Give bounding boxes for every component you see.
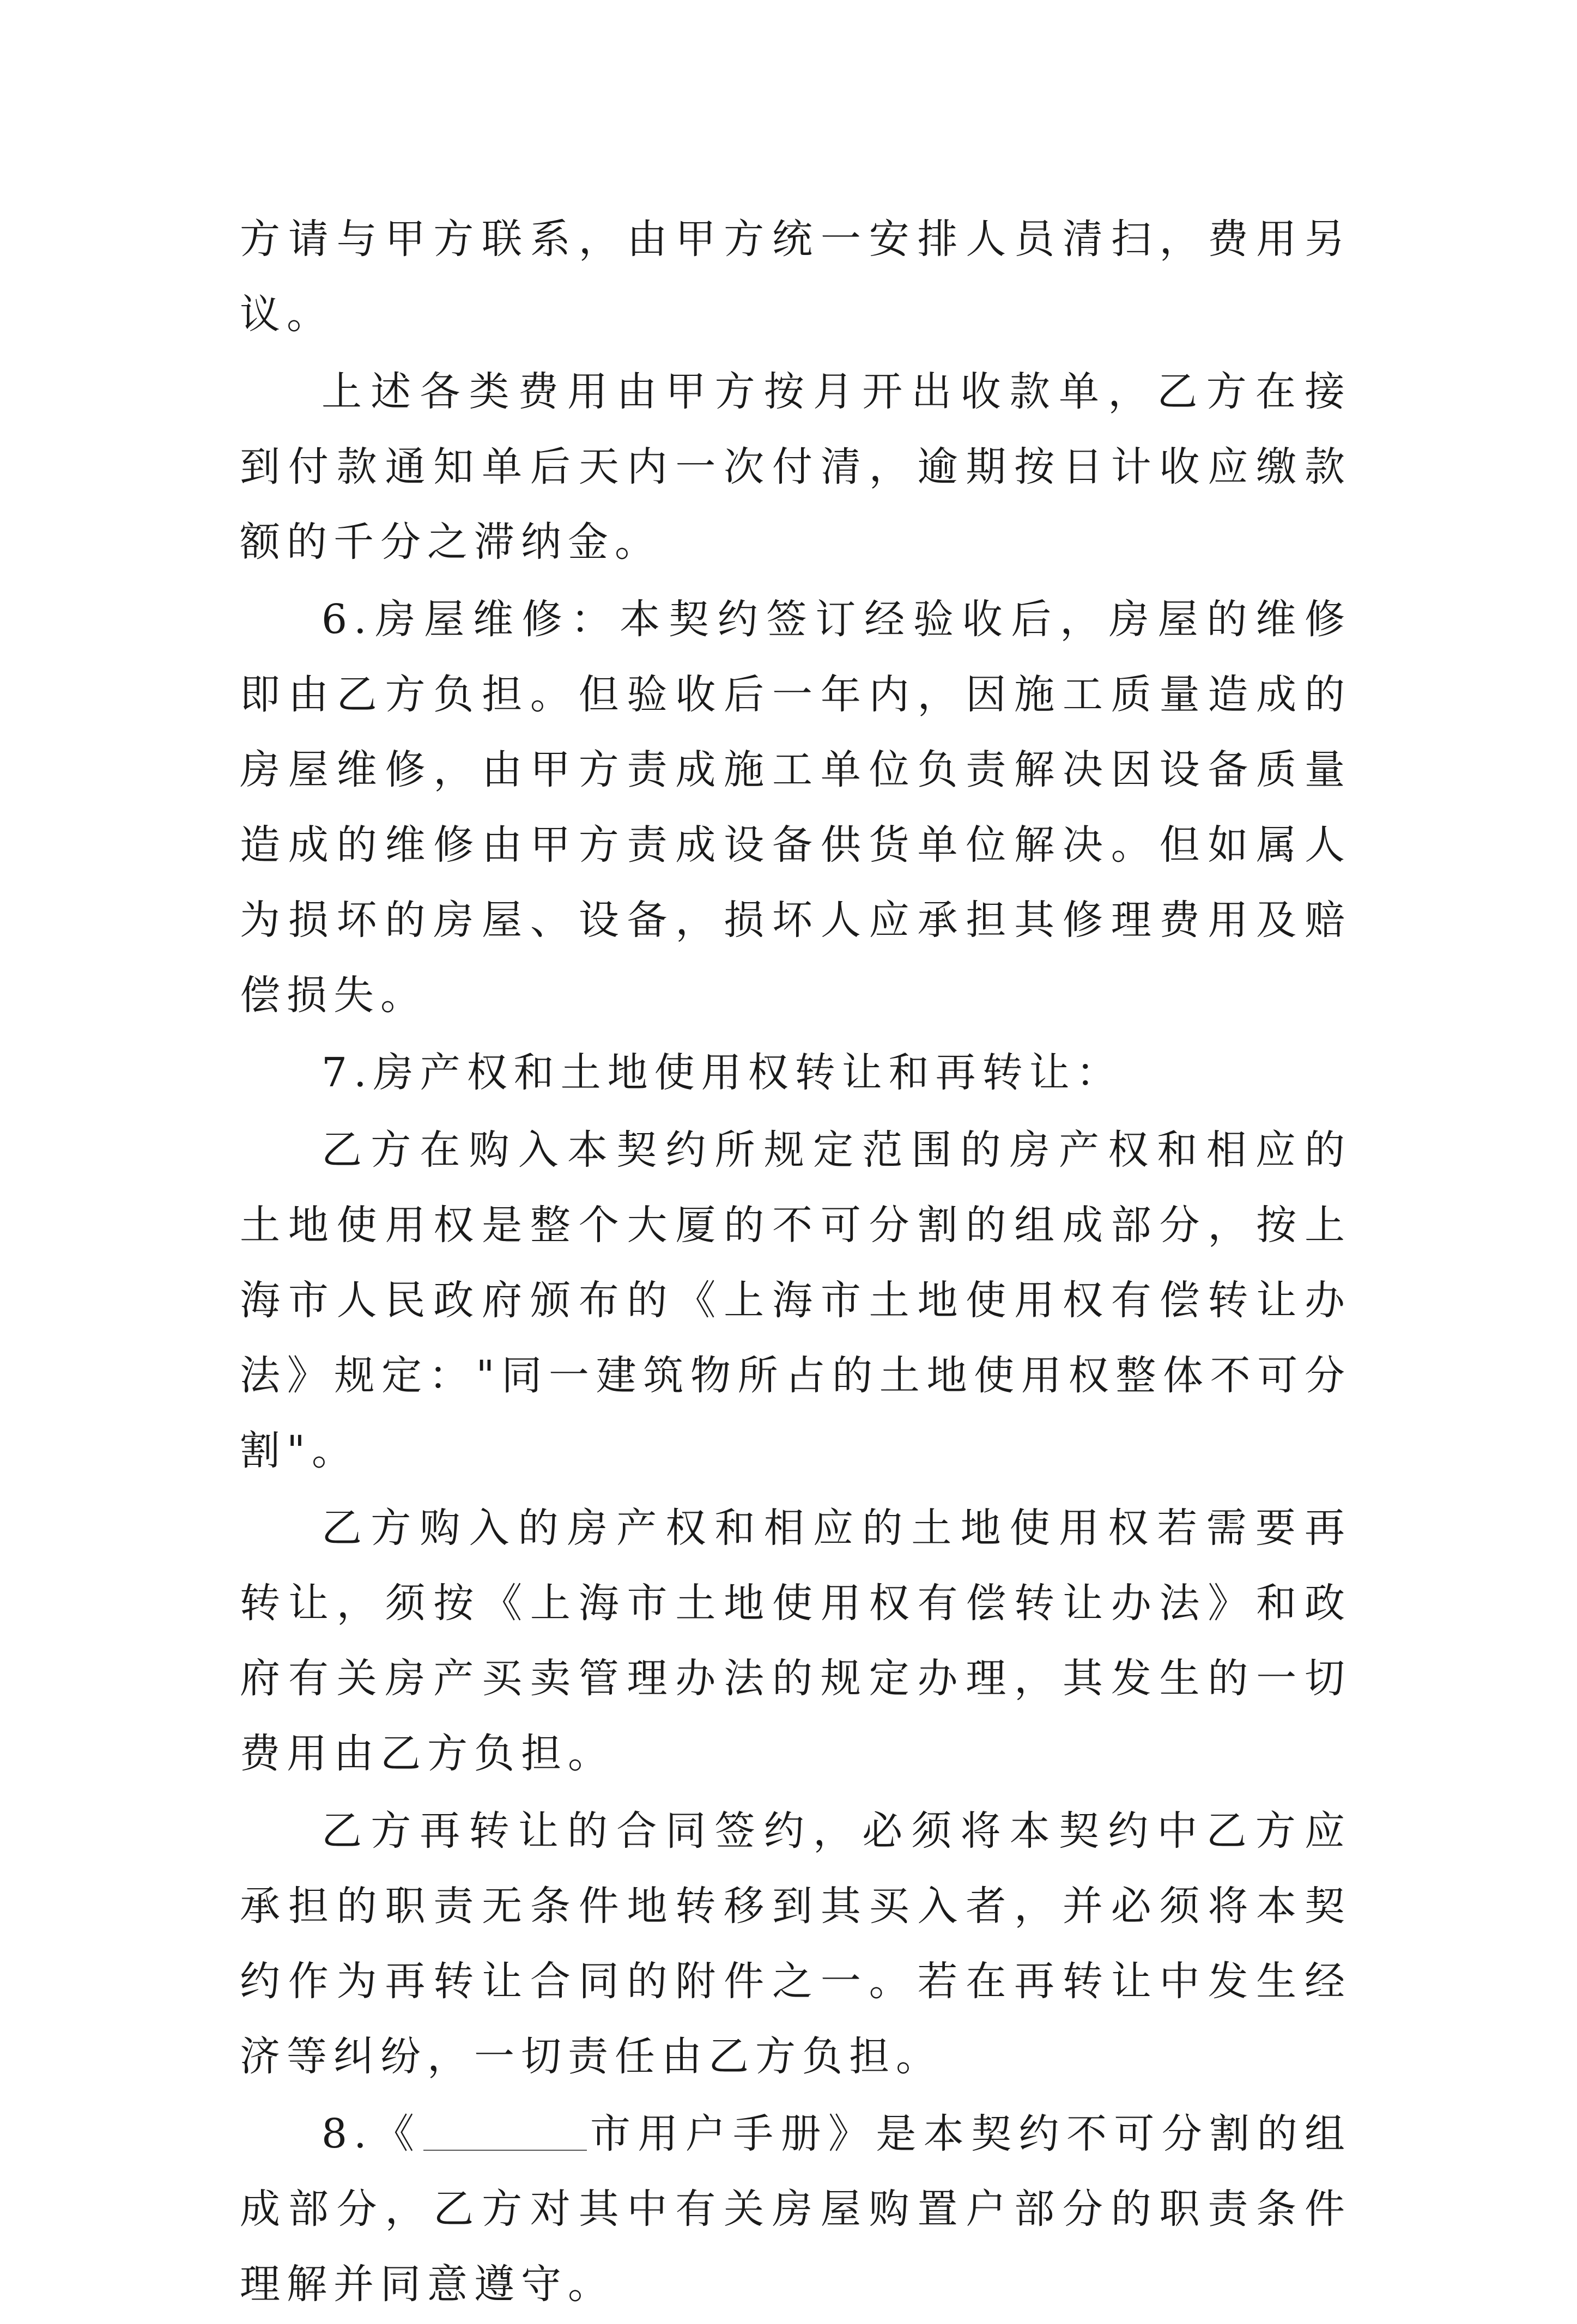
paragraph-retransfer-contract: 乙方再转让的合同签约，必须将本契约中乙方应承担的职责无条件地转移到其买入者，并必须将本契约作为再转让合同的附件之一。若在再转让中发生经济等纠纷，一切责任由乙方负担。 bbox=[240, 1808, 1351, 2080]
clause8-prefix: 8.《 bbox=[322, 2110, 422, 2157]
city-name-blank bbox=[423, 2115, 587, 2151]
paragraph-fees: 上述各类费用由甲方按月开出收款单，乙方在接到付款通知单后天内一次付清，逾期按日计收应缴款额的千分之滞纳金。 bbox=[240, 368, 1351, 565]
paragraph-cleaning: 方请与甲方联系，由甲方统一安排人员清扫，费用另议。 bbox=[240, 216, 1351, 338]
paragraph-retransfer: 乙方购入的房产权和相应的土地使用权若需要再转让，须按《上海市土地使用权有偿转让办法》和政府有关房产买卖管理办法的规定办理，其发生的一切费用由乙方负担。 bbox=[240, 1505, 1351, 1777]
document-body bbox=[240, 202, 1351, 2324]
paragraph-repair: 6.房屋维修：本契约签订经验收后，房屋的维修即由乙方负担。但验收后一年内，因施工质量造成的房屋维修，由甲方责成施工单位负责解决因设备质量造成的维修由甲方责成设备供货单位解决。但如属人为损坏的房屋、设备，损坏人应承担其修理费用及赔偿损失。 bbox=[240, 596, 1351, 1019]
paragraph-user-manual bbox=[240, 2096, 1351, 2322]
clause8-suffix: 市用户手册》是本契约不可分割的组成部分，乙方对其中有关房屋购置户部分的职责条件理解并同意遵守。 bbox=[240, 2110, 1352, 2308]
paragraph-land-use: 乙方在购入本契约所规定范围的房产权和相应的土地使用权是整个大厦的不可分割的组成部分，按上海市人民政府颁布的《上海市土地使用权有偿转让办法》规定："同一建筑物所占的土地使用权整体不可分割"。 bbox=[240, 1127, 1351, 1474]
paragraph-transfer-heading: 7.房产权和土地使用权转让和再转让： bbox=[322, 1049, 1123, 1096]
